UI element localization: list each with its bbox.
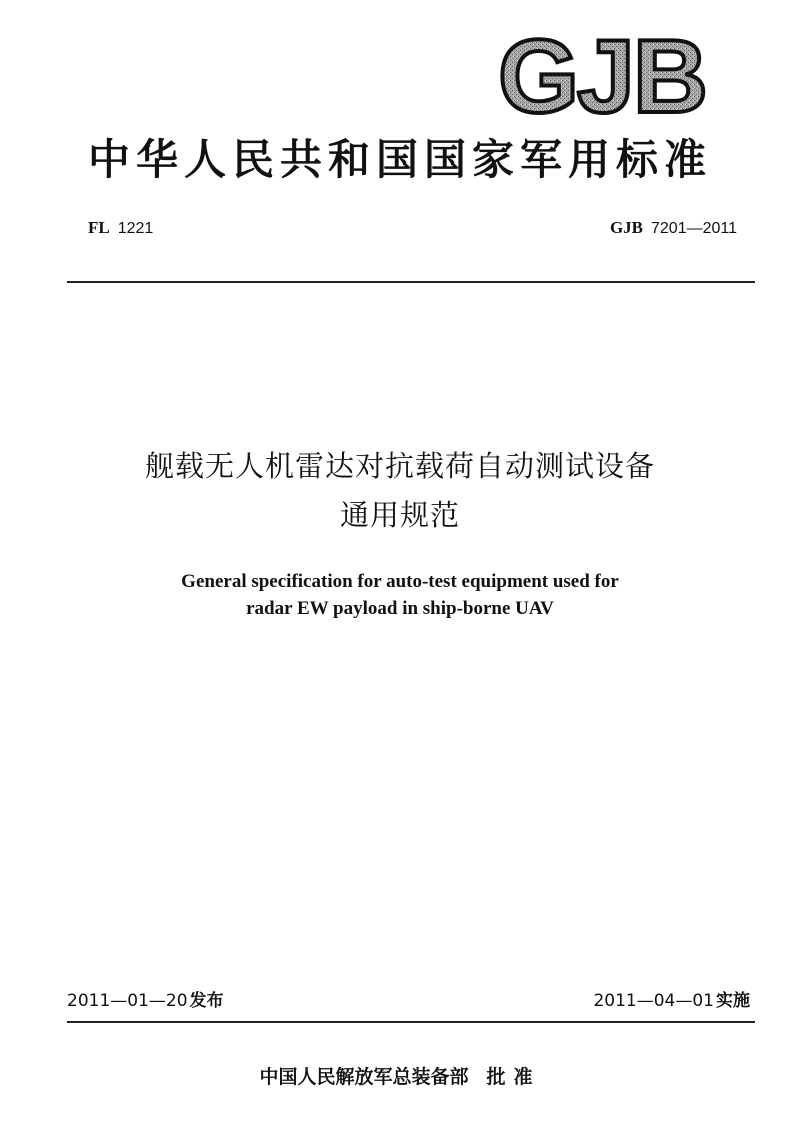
classification-number: 1221 [117, 220, 154, 237]
implementation-date [593, 986, 750, 1011]
issue-date-label: 发布 [189, 991, 224, 1011]
standard-number-value: 7201—2011 [651, 220, 737, 237]
english-title-line-1: General specification for auto-test equipment used for [181, 571, 619, 592]
top-divider [67, 281, 755, 283]
approval-line [0, 1062, 800, 1089]
standard-codes-row [0, 218, 800, 244]
approving-authority: 中国人民解放军总装备部 [259, 1066, 469, 1088]
gjb-logo-text: GJB [498, 28, 706, 122]
standard-prefix: GJB [609, 218, 643, 237]
chinese-title-line-2: 通用规范 [339, 498, 460, 532]
issue-date-value: 2011—01—20 [67, 991, 188, 1011]
classification-prefix: FL [88, 218, 110, 237]
english-title-line-2: radar EW payload in ship-borne UAV [246, 598, 554, 619]
implementation-date-value: 2011—04—01 [593, 991, 714, 1011]
implementation-date-label: 实施 [716, 991, 750, 1011]
issue-date [67, 986, 224, 1011]
gjb-logo-graphic [486, 28, 718, 122]
gjb-logo [486, 28, 718, 122]
bottom-divider [67, 1021, 755, 1023]
chinese-title-line-1: 舰载无人机雷达对抗载荷自动测试设备 [144, 449, 655, 483]
standard-type-heading: 中华人民共和国国家军用标准 [87, 135, 712, 184]
standard-number [610, 218, 737, 238]
classification-code [88, 218, 153, 238]
approval-label: 批准 [486, 1066, 541, 1088]
